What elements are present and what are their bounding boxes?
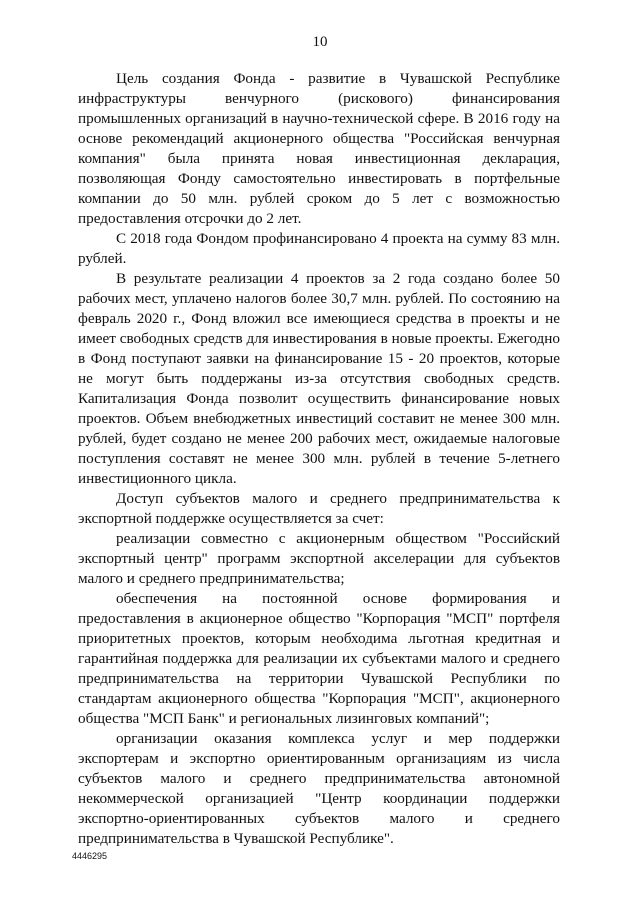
list-item-export-center: реализации совместно с акционерным обществом "Российский экспортный центр" программ экспортной акселерации для субъектов малого и среднего предпринимательства; — [78, 530, 560, 587]
list-item-msp-corporation: обеспечения на постоянной основе формирования и предоставления в акционерное общество "Корпорация "МСП" портфеля приоритетных проектов, которым необходима льготная кредитная и гарантийная поддержка для реализации их субъектами малого и среднего предпринимательства на территории Чувашской Республики по стандартам акционерного общества "Корпорация "МСП", акционерного общества "МСП Банк" и региональных лизинговых компаний"; — [78, 590, 560, 727]
body-text — [78, 69, 560, 849]
paragraph-financing-2018: С 2018 года Фондом профинансировано 4 проекта на сумму 83 млн. рублей. — [78, 230, 560, 267]
paragraph-project-results: В результате реализации 4 проектов за 2 года создано более 50 рабочих мест, уплачено налогов более 30,7 млн. рублей. По состоянию на февраль 2020 г., Фонд вложил все имеющиеся средства в проекты и не имеет свободных средств для инвестирования в новые проекты. Ежегодно в Фонд поступают заявки на финансирование 15 - 20 проектов, которые не могут быть поддержаны из-за отсутствия свободных средств. Капитализация Фонда позволит осуществить финансирование новых проектов. Объем внебюджетных инвестиций составит не менее 300 млн. рублей, будет создано не менее 200 рабочих мест, ожидаемые налоговые поступления составят не менее 300 млн. рублей в течение 5-летнего инвестиционного цикла. — [78, 270, 560, 487]
list-item-export-support-center: организации оказания комплекса услуг и мер поддержки экспортерам и экспортно ориентированным организациям из числа субъектов малого и среднего предпринимательства автономной некоммерческой организацией "Центр координации поддержки экспортно-ориентированных субъектов малого и среднего предпринимательства в Чувашской Республике". — [78, 730, 560, 847]
page-number: 10 — [312, 34, 328, 50]
paragraph-export-access: Доступ субъектов малого и среднего предпринимательства к экспортной поддержке осуществляется за счет: — [78, 490, 560, 527]
paragraph-fund-purpose: Цель создания Фонда - развитие в Чувашской Республике инфраструктуры венчурного (рискового) финансирования промышленных организаций в научно-технической сфере. В 2016 году на основе рекомендаций акционерного общества "Российская венчурная компания" была принята новая инвестиционная декларация, позволяющая Фонду самостоятельно инвестировать в портфельные компании до 50 млн. рублей сроком до 5 лет с возможностью предоставления отсрочки до 2 лет. — [78, 70, 560, 227]
document-code: 4446295 — [72, 851, 108, 861]
